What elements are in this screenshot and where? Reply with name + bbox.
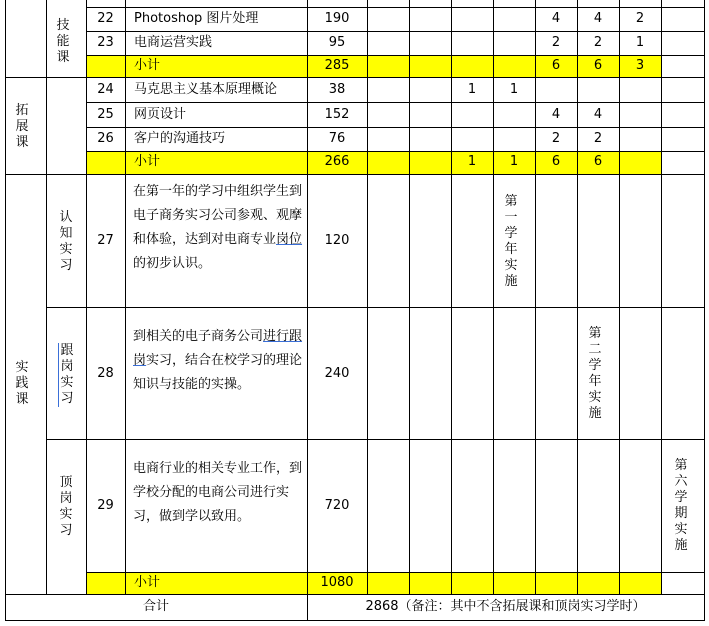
course-name: 网页设计 — [134, 107, 187, 122]
row-number: 23 — [97, 35, 114, 50]
row-number: 27 — [97, 233, 114, 248]
semester-value: 2 — [593, 35, 603, 50]
subtotal-label: 小计 — [134, 58, 161, 73]
semester-value: 1 — [635, 35, 645, 50]
subtotal-label: 小计 — [134, 575, 161, 590]
semester-value: 3 — [635, 58, 645, 73]
subcategory-top: 顶岗实习 — [59, 475, 73, 538]
subtotal-highlight-practice — [86, 572, 661, 594]
course-hours: 95 — [328, 35, 346, 50]
semester-value: 6 — [551, 154, 561, 169]
practice-description: 在第一年的学习中组织学生到电子商务实习公司参观、观摩和体验，达到对电商专业岗位的初步认识。 — [133, 184, 303, 271]
semester-value: 6 — [593, 58, 603, 73]
course-name: 客户的沟通技巧 — [134, 131, 226, 146]
row-number: 28 — [97, 366, 114, 381]
course-hours: 152 — [324, 107, 350, 122]
course-name: 电商运营实践 — [134, 35, 213, 50]
practice-hours: 240 — [324, 366, 350, 381]
practice-hours: 120 — [324, 233, 350, 248]
semester-value: 6 — [593, 154, 603, 169]
row-number: 26 — [97, 131, 114, 146]
practice-hours: 720 — [324, 498, 350, 513]
row-number: 24 — [97, 82, 114, 97]
practice-description: 电商行业的相关专业工作，到学校分配的电商公司进行实习，做到学以致用。 — [133, 461, 303, 524]
semester-value: 1 — [509, 154, 519, 169]
practice-note: 第一学年实施 — [504, 194, 518, 289]
semester-value: 4 — [551, 11, 561, 26]
subtotal-hours: 266 — [324, 154, 350, 169]
semester-value: 1 — [467, 154, 477, 169]
subtotal-hours: 1080 — [320, 575, 354, 590]
semester-value: 1 — [509, 82, 519, 97]
semester-value: 2 — [551, 35, 561, 50]
category-practice: 实践课 — [15, 360, 29, 407]
subcategory-cognitive: 认知实习 — [59, 210, 73, 273]
row-number: 25 — [97, 107, 114, 122]
semester-value: 2 — [635, 11, 645, 26]
subtotal-hours: 285 — [324, 58, 350, 73]
course-name: 马克思主义基本原理概论 — [134, 82, 278, 97]
row-number: 22 — [97, 11, 114, 26]
practice-description: 到相关的电子商务公司进行跟岗实习，结合在校学习的理论知识与技能的实操。 — [133, 329, 303, 392]
subtotal-label: 小计 — [134, 154, 161, 169]
course-hours: 76 — [328, 131, 346, 146]
semester-value: 2 — [551, 131, 561, 146]
category-expansion: 拓展课 — [15, 103, 29, 150]
practice-note: 第六学期实施 — [674, 458, 688, 553]
subcategory-follow: 跟岗实习 — [58, 343, 75, 407]
course-hours: 38 — [328, 82, 346, 97]
semester-value: 4 — [551, 107, 561, 122]
semester-value: 2 — [593, 131, 603, 146]
semester-value: 6 — [551, 58, 561, 73]
category-skill: 技能课 — [56, 18, 70, 65]
row-number: 29 — [97, 498, 114, 513]
semester-value: 4 — [593, 11, 603, 26]
total-label: 合计 — [142, 599, 169, 614]
total-value: 2868（备注：其中不含拓展课和顶岗实习学时） — [365, 599, 646, 614]
course-name: Photoshop 图片处理 — [134, 11, 259, 26]
semester-value: 4 — [593, 107, 603, 122]
practice-note: 第二学年实施 — [588, 326, 602, 421]
semester-value: 1 — [467, 82, 477, 97]
course-hours: 190 — [324, 11, 350, 26]
